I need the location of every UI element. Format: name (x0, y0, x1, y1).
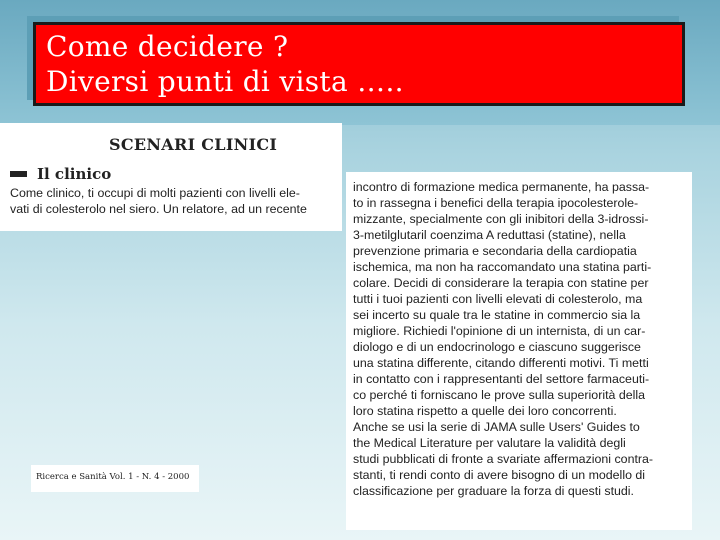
text-line: the Medical Literature per valutare la validità degli (353, 436, 626, 450)
section-heading (10, 165, 111, 183)
text-line: 3-metilglutaril coenzima A reduttasi (statine), nella (353, 228, 626, 242)
text-line: mizzante, specialmente con gli inibitori della 3-idrossi- (353, 212, 649, 226)
title-line-2: Diversi punti di vista ….. (46, 65, 404, 98)
text-line: stanti, ti rendi conto di avere bisogno di un modello di (353, 468, 646, 482)
citation-label: Ricerca e Sanità Vol. 1 - N. 4 - 2000 (31, 465, 199, 492)
text-line: co perché ti forniscano le prove sulla superiorità della (353, 388, 646, 402)
text-line: sei incerto su quale tra le statine in commercio sia la (353, 308, 641, 322)
text-line: incontro di formazione medica permanente, ha passa- (353, 180, 650, 194)
text-line: to in rassegna i benefici della terapia ipocolesterole- (353, 196, 639, 210)
text-line: ischemica, ma non ha raccomandato una statina parti- (353, 260, 652, 274)
text-line: prevenzione primaria e secondaria della cardiopatia (353, 244, 637, 258)
section-title: Il clinico (37, 165, 112, 183)
text-line: vati di colesterolo nel siero. Un relatore, ad un recente (10, 202, 307, 216)
text-line: loro statina rispetto a quelle dei loro concorrenti. (353, 404, 617, 418)
text-line: migliore. Richiedi l'opinione di un internista, di un car- (353, 324, 646, 338)
section-marker-icon (10, 171, 27, 177)
text-line: classificazione per graduare la forza di questi studi. (353, 484, 635, 498)
left-clipping (0, 123, 342, 231)
text-line: Come clinico, ti occupi di molti pazienti con livelli ele- (10, 186, 300, 200)
title-line-1: Come decidere ? (46, 30, 289, 63)
right-clipping (346, 172, 692, 530)
text-line: in contatto con i rappresentanti del settore farmaceuti- (353, 372, 650, 386)
slide-title (33, 22, 685, 106)
text-line: una statina differente, citando differenti motivi. Ti metti (353, 356, 649, 370)
text-line: Anche se usi la serie di JAMA sulle Users' Guides to (353, 420, 640, 434)
text-line: diologo e di un endocrinologo e ciascuno suggerisce (353, 340, 641, 354)
text-line: tutti i tuoi pazienti con livelli elevati di colesterolo, ma (353, 292, 643, 306)
left-clipping-text (10, 185, 338, 217)
text-line: studi pubblicati di fronte a svariate affermazioni contra- (353, 452, 654, 466)
clipping-header: SCENARI CLINICI (109, 135, 278, 154)
text-line: colare. Decidi di considerare la terapia con statine per (353, 276, 649, 290)
